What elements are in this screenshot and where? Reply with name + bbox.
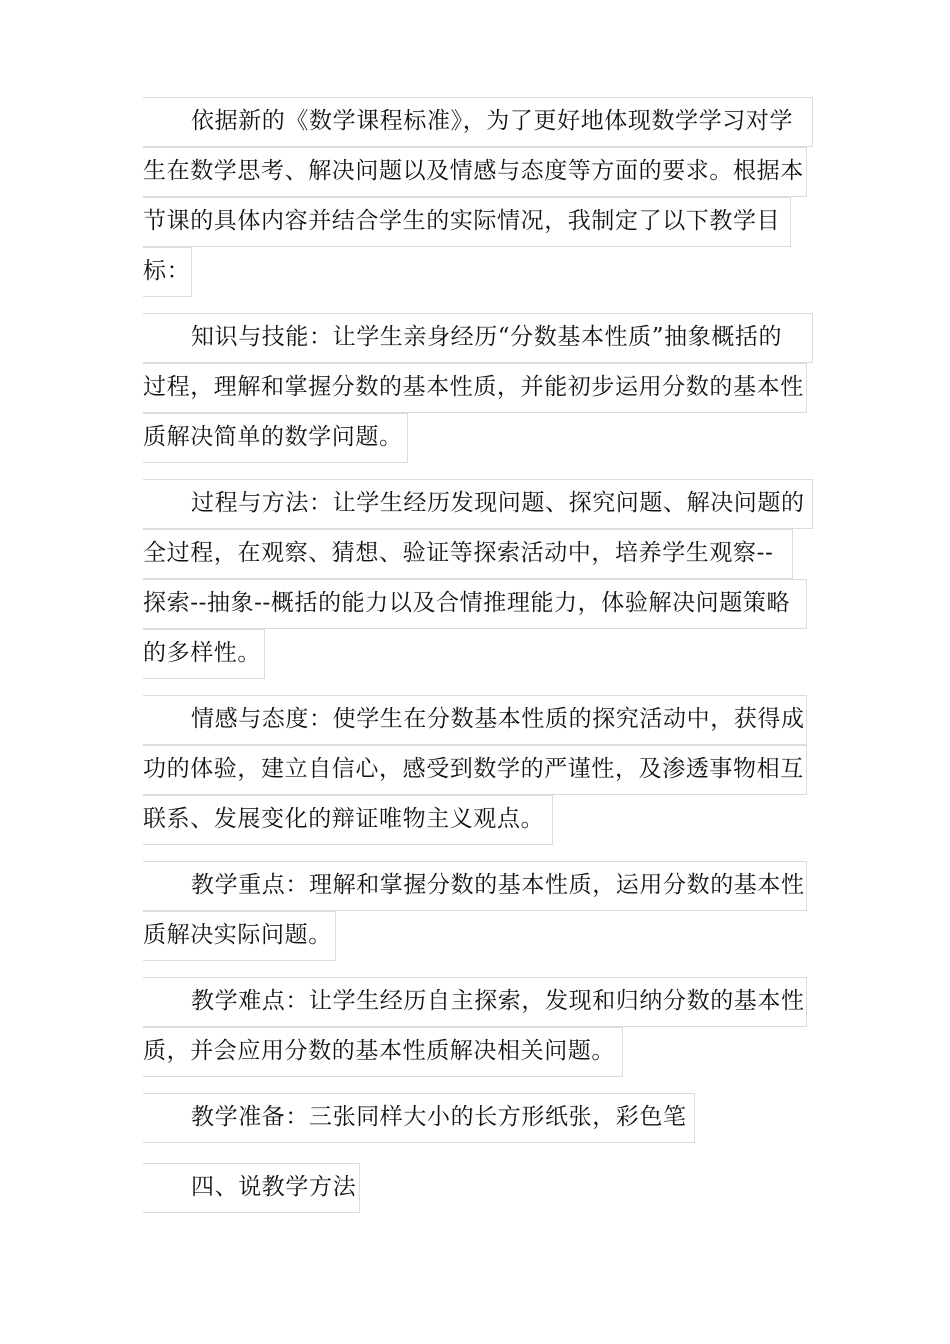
paragraph-line: 依据新的《数学课程标准》，为了更好地体现数学学习对学 [143, 97, 813, 147]
paragraph-line: 过程与方法：让学生经历发现问题、探究问题、解决问题的 [143, 479, 813, 529]
paragraph-line: 节课的具体内容并结合学生的实际情况，我制定了以下教学目 [143, 197, 791, 247]
paragraph-line: 标： [143, 247, 192, 297]
paragraph-line: 全过程，在观察、猜想、验证等探索活动中，培养学生观察-- [143, 529, 793, 579]
paragraph-line: 教学准备：三张同样大小的长方形纸张，彩色笔 [143, 1093, 695, 1143]
paragraph-line: 知识与技能：让学生亲身经历“分数基本性质”抽象概括的 [143, 313, 813, 363]
paragraph-line: 教学难点：让学生经历自主探索，发现和归纳分数的基本性 [143, 977, 807, 1027]
paragraph-line: 教学重点：理解和掌握分数的基本性质，运用分数的基本性 [143, 861, 807, 911]
paragraph-line: 的多样性。 [143, 629, 265, 679]
paragraph-line: 质解决简单的数学问题。 [143, 413, 408, 463]
paragraph-line: 情感与态度：使学生在分数基本性质的探究活动中，获得成 [143, 695, 807, 745]
paragraph-line: 功的体验，建立自信心，感受到数学的严谨性，及渗透事物相互 [143, 745, 807, 795]
paragraph-line: 探索--抽象--概括的能力以及合情推理能力，体验解决问题策略 [143, 579, 807, 629]
paragraph-line: 联系、发展变化的辩证唯物主义观点。 [143, 795, 553, 845]
section-heading: 四、说教学方法 [143, 1163, 360, 1213]
paragraph-line: 质解决实际问题。 [143, 911, 336, 961]
paragraph-line: 过程，理解和掌握分数的基本性质，并能初步运用分数的基本性 [143, 363, 807, 413]
paragraph-line: 生在数学思考、解决问题以及情感与态度等方面的要求。根据本 [143, 147, 807, 197]
paragraph-line: 质，并会应用分数的基本性质解决相关问题。 [143, 1027, 623, 1077]
